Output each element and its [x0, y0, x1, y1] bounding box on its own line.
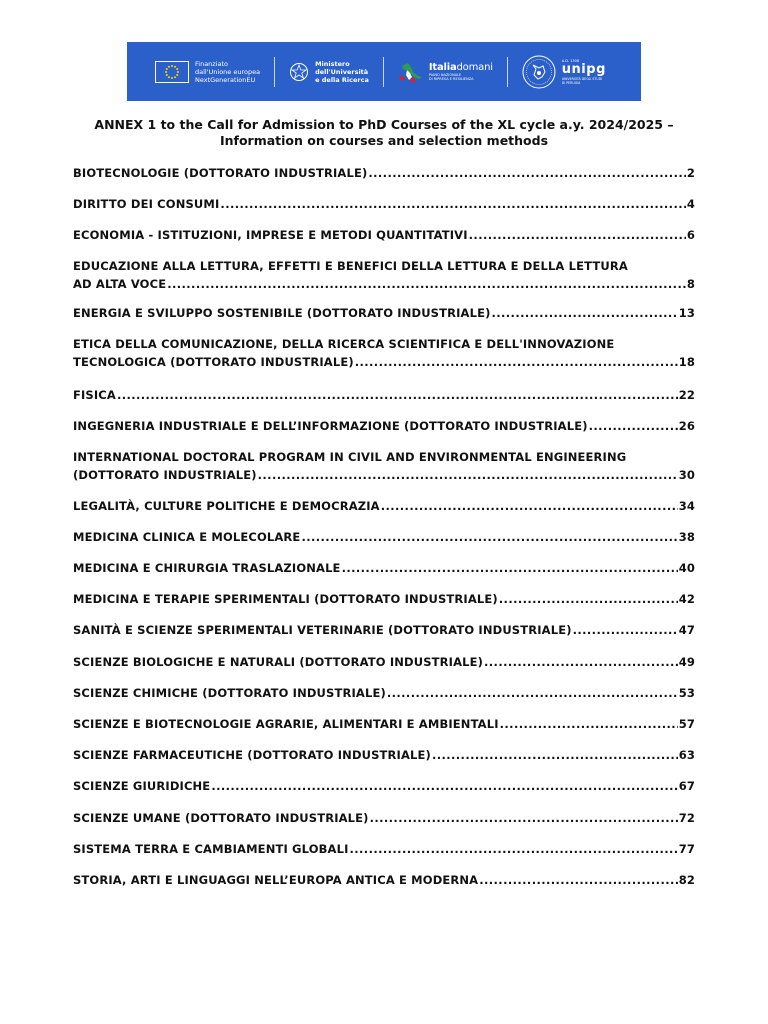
toc-dot-leader — [479, 871, 677, 889]
document-title — [60, 117, 708, 148]
ministry-logo — [289, 60, 369, 84]
funding-logos-banner — [127, 42, 641, 101]
banner-divider — [274, 57, 275, 87]
toc-page-number: 26 — [678, 419, 695, 433]
toc-entry[interactable] — [73, 528, 695, 546]
unipg-sub2: DI PERUGIA — [561, 80, 581, 85]
toc-entry-title: INTERNATIONAL DOCTORAL PROGRAM IN CIVIL AND ENVIRONMENTAL ENGINEERING — [73, 450, 627, 464]
italia-sub1: PIANO NAZIONALE — [428, 73, 462, 77]
toc-page-number: 40 — [678, 561, 695, 575]
banner-divider — [383, 57, 384, 87]
toc-entry-title: MEDICINA E CHIRURGIA TRASLAZIONALE — [73, 561, 341, 575]
toc-page-number: 30 — [678, 468, 695, 482]
unipg-year: A.D. 1308 — [561, 58, 580, 63]
toc-page-number: 22 — [678, 388, 695, 402]
toc-page-number: 4 — [686, 197, 695, 211]
toc-page-number: 8 — [686, 277, 695, 291]
toc-dot-leader — [381, 497, 678, 515]
unipg-sub1: UNIVERSITÀ DEGLI STUDI — [561, 76, 603, 81]
toc-entry-title: BIOTECNOLOGIE (DOTTORATO INDUSTRIALE) — [73, 166, 368, 180]
eu-funding-logo — [155, 60, 260, 84]
toc-page-number: 34 — [678, 499, 695, 513]
toc-page-number: 67 — [678, 779, 695, 793]
toc-entry[interactable] — [73, 809, 695, 827]
toc-entry-title: ETICA DELLA COMUNICAZIONE, DELLA RICERCA SCIENTIFICA E DELL'INNOVAZIONE — [73, 337, 615, 351]
toc-entry[interactable] — [73, 715, 695, 733]
italia-domani-logo — [398, 60, 493, 84]
toc-entry-title: SCIENZE UMANE (DOTTORATO INDUSTRIALE) — [73, 811, 369, 825]
toc-entry-title: DIRITTO DEI CONSUMI — [73, 197, 220, 211]
toc-entry[interactable] — [73, 746, 695, 764]
toc-entry[interactable] — [73, 590, 695, 608]
toc-entry-title: EDUCAZIONE ALLA LETTURA, EFFETTI E BENEFICI DELLA LETTURA E DELLA LETTURA — [73, 259, 628, 273]
toc-page-number: 57 — [678, 717, 695, 731]
toc-entry[interactable] — [73, 226, 695, 244]
toc-page-number: 77 — [678, 842, 695, 856]
toc-dot-leader — [499, 590, 678, 608]
toc-dot-leader — [387, 684, 678, 702]
toc-entry-title: SCIENZE GIURIDICHE — [73, 779, 211, 793]
toc-entry-title: SCIENZE BIOLOGICHE E NATURALI (DOTTORATO INDUSTRIALE) — [73, 655, 484, 669]
toc-entry-title: MEDICINA E TERAPIE SPERIMENTALI (DOTTORATO INDUSTRIALE) — [73, 592, 498, 606]
toc-dot-leader — [167, 275, 686, 293]
toc-entry[interactable] — [73, 840, 695, 858]
toc-entry[interactable] — [73, 653, 695, 671]
italia-sub2: DI RIPRESA E RESILIENZA — [428, 77, 474, 81]
eu-text-line3: NextGenerationEU — [195, 75, 256, 84]
toc-entry[interactable] — [73, 559, 695, 577]
toc-entry[interactable] — [73, 871, 695, 889]
eu-text-line1: Finanziato — [195, 59, 229, 68]
domani-word: domani — [456, 62, 493, 73]
toc-dot-leader — [117, 386, 678, 404]
toc-dot-leader — [258, 466, 678, 484]
italy-map-icon — [398, 60, 426, 84]
toc-entry-title: STORIA, ARTI E LINGUAGGI NELL’EUROPA ANTICA E MODERNA — [73, 873, 479, 887]
toc-entry-title: (DOTTORATO INDUSTRIALE) — [73, 468, 257, 482]
toc-entry-title: LEGALITÀ, CULTURE POLITICHE E DEMOCRAZIA — [73, 499, 380, 513]
ministry-text-line1: Ministero — [315, 59, 350, 68]
toc-page-number: 2 — [686, 166, 695, 180]
toc-dot-leader — [491, 304, 677, 322]
toc-page-number: 53 — [678, 686, 695, 700]
toc-dot-leader — [350, 840, 678, 858]
toc-dot-leader — [500, 715, 678, 733]
toc-page-number: 42 — [678, 592, 695, 606]
toc-entry[interactable] — [73, 621, 695, 639]
eu-flag-icon — [155, 61, 189, 83]
toc-entry[interactable] — [73, 448, 695, 484]
toc-dot-leader — [220, 195, 685, 213]
banner-divider — [507, 57, 508, 87]
italia-word: Italia — [428, 62, 457, 73]
toc-entry-title: ECONOMIA - ISTITUZIONI, IMPRESE E METODI QUANTITATIVI — [73, 228, 468, 242]
toc-dot-leader — [589, 417, 678, 435]
toc-entry[interactable] — [73, 386, 695, 404]
toc-entry-title: SANITÀ E SCIENZE SPERIMENTALI VETERINARIE (DOTTORATO INDUSTRIALE) — [73, 623, 572, 637]
toc-entry-title: INGEGNERIA INDUSTRIALE E DELL’INFORMAZIONE (DOTTORATO INDUSTRIALE) — [73, 419, 588, 433]
toc-page-number: 38 — [678, 530, 695, 544]
ministry-text-line2: dell'Università — [315, 67, 369, 76]
toc-entry-title: SISTEMA TERRA E CAMBIAMENTI GLOBALI — [73, 842, 349, 856]
toc-dot-leader — [368, 164, 685, 182]
toc-dot-leader — [573, 621, 678, 639]
toc-entry[interactable] — [73, 417, 695, 435]
toc-entry[interactable] — [73, 164, 695, 182]
toc-entry-title: ENERGIA E SVILUPPO SOSTENIBILE (DOTTORATO INDUSTRIALE) — [73, 306, 491, 320]
toc-entry-title: AD ALTA VOCE — [73, 277, 167, 291]
toc-dot-leader — [469, 226, 686, 244]
toc-entry-title: SCIENZE FARMACEUTICHE (DOTTORATO INDUSTRIALE) — [73, 748, 431, 762]
toc-entry-title: FISICA — [73, 388, 116, 402]
toc-page-number: 82 — [678, 873, 695, 887]
ministry-text-line3: e della Ricerca — [315, 75, 369, 84]
toc-page-number: 72 — [678, 811, 695, 825]
toc-entry[interactable] — [73, 684, 695, 702]
title-line-1: ANNEX 1 to the Call for Admission to PhD Courses of the XL cycle a.y. 2024/2025 – — [94, 117, 674, 132]
toc-entry[interactable] — [73, 497, 695, 515]
toc-entry[interactable] — [73, 335, 695, 371]
toc-page-number: 47 — [678, 623, 695, 637]
toc-dot-leader — [342, 559, 678, 577]
italian-republic-emblem-icon — [289, 62, 309, 82]
toc-entry-title: SCIENZE CHIMICHE (DOTTORATO INDUSTRIALE) — [73, 686, 386, 700]
toc-page-number: 13 — [678, 306, 695, 320]
unipg-word: unipg — [561, 61, 606, 77]
toc-entry[interactable] — [73, 257, 695, 293]
toc-entry-title: TECNOLOGICA (DOTTORATO INDUSTRIALE) — [73, 355, 354, 369]
toc-dot-leader — [301, 528, 677, 546]
toc-page-number: 49 — [678, 655, 695, 669]
title-line-2: Information on courses and selection methods — [219, 132, 549, 148]
toc-dot-leader — [484, 653, 678, 671]
toc-entry-title: SCIENZE E BIOTECNOLOGIE AGRARIE, ALIMENTARI E AMBIENTALI — [73, 717, 499, 731]
toc-entry-title: MEDICINA CLINICA E MOLECOLARE — [73, 530, 301, 544]
unipg-logo — [522, 55, 606, 89]
toc-dot-leader — [211, 777, 677, 795]
toc-entry[interactable] — [73, 195, 695, 213]
toc-dot-leader — [370, 809, 678, 827]
university-seal-icon — [522, 55, 556, 89]
toc-entry[interactable] — [73, 304, 695, 322]
toc-page-number: 63 — [678, 748, 695, 762]
toc-entry[interactable] — [73, 777, 695, 795]
eu-text-line2: dall'Unione europea — [195, 67, 261, 76]
toc-dot-leader — [432, 746, 678, 764]
toc-page-number: 18 — [678, 355, 695, 369]
toc-dot-leader — [355, 353, 678, 371]
toc-page-number: 6 — [686, 228, 695, 242]
